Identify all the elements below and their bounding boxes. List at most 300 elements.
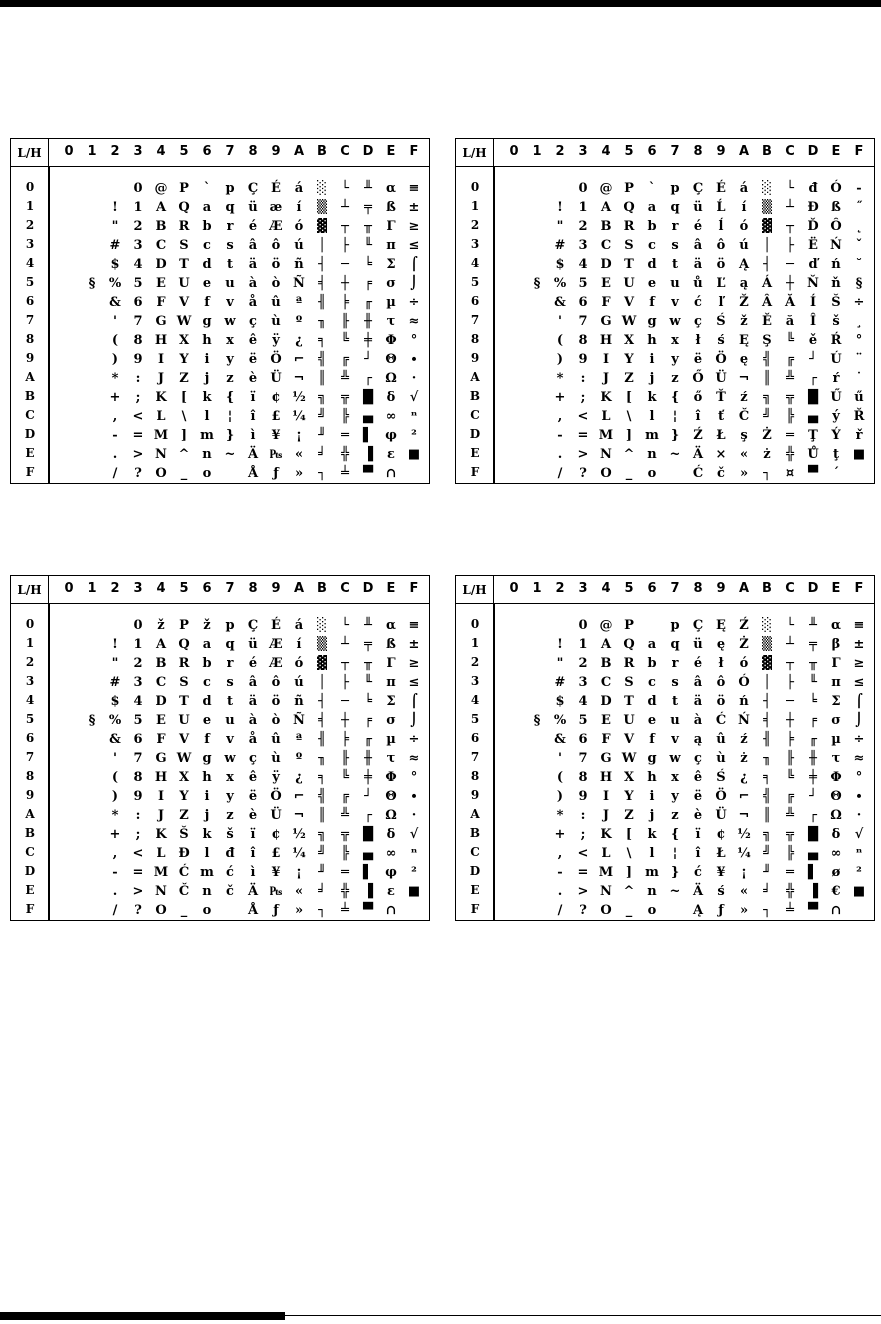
char-cell: % (553, 713, 567, 728)
char-cell: i (204, 789, 210, 804)
char-cell: n (647, 884, 657, 899)
char-cell: ) (111, 352, 119, 367)
char-cell: î (695, 846, 701, 861)
char-cell: ╦ (786, 827, 794, 842)
char-cell: Ě (762, 314, 772, 329)
char-cell: Š (831, 295, 841, 310)
char-cell: ì (250, 428, 256, 443)
char-cell: ╛ (763, 884, 771, 899)
row-header: 5 (470, 712, 480, 726)
row-header: 3 (25, 237, 35, 251)
char-cell: ╪ (364, 770, 372, 785)
char-cell: ■ (852, 447, 866, 462)
char-cell: ď (808, 257, 818, 272)
char-cell: ╣ (763, 789, 771, 804)
char-cell: π (386, 675, 396, 690)
char-cell: ╞ (786, 732, 794, 747)
char-cell: τ (386, 314, 396, 329)
char-cell: i (204, 352, 210, 367)
char-cell: e (202, 713, 212, 728)
char-cell: 5 (133, 276, 143, 291)
char-cell: ű (854, 390, 864, 405)
char-cell: £ (271, 409, 281, 424)
char-cell: Ü (715, 371, 727, 386)
charset-table-top-right (455, 138, 875, 484)
column-header: 9 (716, 581, 726, 596)
footer-rule-thin (285, 1315, 881, 1316)
char-cell: ╠ (786, 846, 794, 861)
char-cell: t (226, 694, 233, 709)
char-cell: f (204, 732, 210, 747)
char-cell: Ý (831, 428, 841, 443)
char-cell: É (271, 181, 281, 196)
char-cell: ò (271, 276, 281, 291)
char-cell: ú (294, 238, 304, 253)
char-cell: ï (250, 390, 256, 405)
char-cell: ź (740, 732, 748, 747)
char-cell: ~ (669, 884, 681, 899)
char-cell: F (601, 732, 611, 747)
char-cell: ▓ (762, 219, 772, 234)
char-cell: ! (557, 637, 563, 652)
char-cell: : (135, 808, 141, 823)
char-cell: R (623, 219, 635, 234)
column-header: 8 (248, 144, 258, 159)
char-cell: ÷ (408, 732, 420, 747)
char-cell: ┐ (318, 466, 326, 481)
char-cell: # (109, 675, 121, 690)
char-cell: B (155, 656, 167, 671)
row-header: B (469, 826, 481, 840)
char-cell: ╔ (341, 352, 349, 367)
char-cell: s (226, 238, 234, 253)
char-cell: g (202, 751, 212, 766)
char-cell: R (178, 656, 190, 671)
column-header: E (831, 581, 841, 596)
row-header: C (470, 408, 480, 422)
row-header: 0 (470, 180, 480, 194)
row-header: C (25, 845, 35, 859)
char-cell: ∞ (385, 409, 397, 424)
char-cell: š (226, 827, 234, 842)
char-cell: ú (294, 675, 304, 690)
char-cell: ╓ (364, 295, 372, 310)
row-header: 9 (470, 351, 480, 365)
char-cell: Q (178, 637, 190, 652)
char-cell: ├ (786, 675, 794, 690)
char-cell: ⌡ (410, 276, 418, 291)
char-cell: E (156, 276, 166, 291)
char-cell: ° (410, 333, 418, 348)
char-cell: p (670, 181, 680, 196)
char-cell: ÷ (408, 295, 420, 310)
column-header: 0 (64, 581, 74, 596)
column-header: A (293, 581, 305, 596)
char-cell: 2 (133, 656, 143, 671)
char-cell: m (200, 865, 214, 880)
char-cell: ¢ (271, 827, 281, 842)
row-header: B (24, 389, 36, 403)
char-cell: O (155, 903, 167, 918)
column-header: 8 (248, 581, 258, 596)
char-cell: Ô (830, 219, 842, 234)
char-cell: ║ (763, 808, 771, 823)
char-cell: ÷ (853, 295, 865, 310)
column-header: 7 (670, 581, 680, 596)
char-cell: ┤ (318, 257, 326, 272)
char-cell: Ő (692, 371, 704, 386)
char-cell: ⌠ (855, 694, 863, 709)
char-cell: ę (739, 352, 749, 367)
char-cell: æ (269, 200, 283, 215)
char-cell: ˝ (855, 200, 863, 215)
char-cell: ▀ (808, 903, 818, 918)
column-header: 5 (624, 144, 634, 159)
char-cell: [ (180, 390, 188, 405)
column-header: 8 (693, 581, 703, 596)
char-cell: ⌡ (410, 713, 418, 728)
char-cell: k (647, 390, 657, 405)
char-cell: ╤ (364, 200, 372, 215)
column-header: F (854, 581, 864, 596)
column-header: F (854, 144, 864, 159)
char-cell: ó (739, 656, 749, 671)
char-cell: ╠ (341, 409, 349, 424)
char-cell: ∙ (410, 789, 418, 804)
char-cell: ═ (786, 865, 794, 880)
char-cell: ô (271, 675, 281, 690)
char-cell: ¦ (672, 409, 678, 424)
char-cell: Ů (807, 447, 819, 462)
char-cell: ² (411, 428, 417, 443)
char-cell: P (624, 181, 634, 196)
column-header: D (807, 581, 819, 596)
char-cell: X (178, 333, 190, 348)
char-cell: ` (648, 181, 656, 196)
char-cell: ƒ (273, 903, 279, 918)
char-cell: û (271, 295, 281, 310)
column-header: E (386, 581, 396, 596)
char-cell: > (132, 884, 144, 899)
column-header: 2 (110, 581, 120, 596)
char-cell: ï (250, 827, 256, 842)
char-cell: ▓ (317, 219, 327, 234)
char-cell: 7 (133, 314, 143, 329)
char-cell: ½ (292, 827, 306, 842)
char-cell: T (179, 257, 189, 272)
char-cell: ² (856, 865, 862, 880)
char-cell: k (202, 390, 212, 405)
char-cell: ª (295, 295, 303, 310)
char-cell: ║ (318, 371, 326, 386)
row-header: A (470, 370, 480, 384)
char-cell: J (157, 808, 165, 823)
char-cell: í (296, 200, 302, 215)
char-cell: 5 (578, 713, 588, 728)
char-cell: û (716, 732, 726, 747)
char-cell: Θ (830, 789, 842, 804)
char-cell: 9 (578, 352, 588, 367)
char-cell: Ä (692, 884, 704, 899)
char-cell: q (225, 200, 235, 215)
char-cell: A (600, 200, 612, 215)
char-cell: ¼ (737, 846, 751, 861)
char-cell: É (716, 181, 726, 196)
char-cell: y (226, 352, 234, 367)
char-cell: Q (178, 200, 190, 215)
char-cell: é (693, 219, 703, 234)
char-cell: ç (249, 314, 257, 329)
char-cell: V (623, 732, 635, 747)
char-cell: C (600, 675, 612, 690)
char-cell: ╗ (763, 827, 771, 842)
char-cell: f (204, 295, 210, 310)
column-header: 3 (578, 144, 588, 159)
char-cell: ╦ (341, 827, 349, 842)
char-cell: b (647, 219, 657, 234)
char-cell: å (248, 295, 258, 310)
char-cell: w (224, 751, 236, 766)
char-cell: └ (341, 618, 349, 633)
char-cell: ▀ (363, 466, 373, 481)
char-cell: i (649, 352, 655, 367)
row-header: C (25, 408, 35, 422)
column-header: 7 (670, 144, 680, 159)
char-cell: ╖ (318, 314, 326, 329)
char-cell: ś (717, 884, 725, 899)
char-cell: 8 (133, 770, 143, 785)
char-cell: ╬ (341, 884, 349, 899)
char-cell: ° (855, 770, 863, 785)
char-cell: Σ (831, 694, 841, 709)
char-cell: ê (248, 770, 258, 785)
char-cell: φ (385, 865, 397, 880)
column-header: 5 (179, 581, 189, 596)
char-cell: ; (135, 827, 141, 842)
char-cell: 7 (578, 314, 588, 329)
char-cell: G (600, 751, 612, 766)
char-cell: 4 (578, 694, 588, 709)
column-header: 1 (532, 581, 542, 596)
row-header: 1 (25, 636, 35, 650)
char-cell: / (557, 466, 563, 481)
char-cell: Ω (830, 808, 842, 823)
char-cell: ╞ (341, 295, 349, 310)
char-cell: ä (248, 694, 258, 709)
char-cell: ⌡ (855, 713, 863, 728)
column-header: 3 (578, 581, 588, 596)
char-cell: h (202, 333, 212, 348)
char-cell: ? (134, 903, 142, 918)
char-cell: j (204, 808, 210, 823)
char-cell: Ď (807, 219, 819, 234)
column-header: 8 (693, 144, 703, 159)
char-cell: V (623, 295, 635, 310)
char-cell: o (647, 903, 657, 918)
char-cell: ╚ (341, 770, 349, 785)
char-cell: x (226, 770, 234, 785)
char-cell: ╓ (809, 732, 817, 747)
char-cell: g (202, 314, 212, 329)
char-cell: Ť (716, 390, 726, 405)
char-cell: Q (623, 200, 635, 215)
char-cell: │ (318, 238, 326, 253)
char-cell: ĺ (718, 219, 724, 234)
char-cell: 1 (133, 200, 143, 215)
char-cell: σ (386, 276, 396, 291)
char-cell: @ (599, 618, 613, 633)
char-cell: - (112, 865, 118, 880)
char-cell: │ (763, 238, 771, 253)
char-cell: ╡ (318, 276, 326, 291)
row-header: 9 (470, 788, 480, 802)
char-cell: ╠ (341, 846, 349, 861)
char-cell: v (226, 732, 234, 747)
char-cell: G (155, 751, 167, 766)
char-cell: ¬ (293, 808, 305, 823)
char-cell: { (225, 390, 235, 405)
char-cell: L (601, 409, 611, 424)
char-cell: ¬ (293, 371, 305, 386)
char-cell: Ş (762, 333, 772, 348)
char-cell: ` (203, 181, 211, 196)
char-cell: + (109, 390, 121, 405)
char-cell: Ź (739, 618, 749, 633)
char-cell: α (385, 618, 396, 633)
row-header: 2 (470, 655, 480, 669)
char-cell: Ź (693, 428, 703, 443)
char-cell: ▐ (808, 884, 818, 899)
char-cell: % (108, 713, 122, 728)
row-header: E (470, 883, 480, 897)
column-header: B (762, 581, 772, 596)
char-cell: ┬ (341, 219, 349, 234)
char-cell: R (178, 219, 190, 234)
char-cell: ╥ (364, 219, 372, 234)
row-header: 6 (470, 294, 480, 308)
column-header: 4 (156, 144, 166, 159)
char-cell: Γ (386, 656, 396, 671)
char-cell: v (226, 295, 234, 310)
char-cell: ß (831, 200, 841, 215)
char-cell: T (624, 694, 634, 709)
char-cell: H (154, 333, 168, 348)
char-cell: ╜ (318, 428, 326, 443)
row-header: 9 (25, 788, 35, 802)
char-cell: & (554, 732, 566, 747)
char-cell: ¡ (296, 428, 302, 443)
footer-rule-thick (0, 1312, 285, 1320)
char-cell: ¿ (295, 770, 303, 785)
char-cell: , (112, 846, 118, 861)
row-header: 9 (25, 351, 35, 365)
char-cell: ╝ (763, 409, 771, 424)
char-cell: / (557, 903, 563, 918)
char-cell: S (624, 238, 634, 253)
char-cell: ╬ (341, 447, 349, 462)
char-cell: A (155, 200, 167, 215)
char-cell: m (645, 428, 659, 443)
char-cell: ╒ (809, 713, 817, 728)
char-cell: ñ (294, 694, 304, 709)
char-cell: = (577, 428, 589, 443)
row-header: 8 (25, 332, 35, 346)
char-cell: " (111, 219, 119, 234)
char-cell: Í (809, 295, 817, 310)
char-cell: J (157, 371, 165, 386)
char-cell: î (250, 409, 256, 424)
char-cell: L (156, 846, 166, 861)
char-cell: 0 (133, 181, 143, 196)
char-cell: ( (556, 770, 564, 785)
char-cell: ć (694, 295, 702, 310)
char-cell: ╗ (318, 827, 326, 842)
char-cell: ¡ (296, 865, 302, 880)
char-cell: B (600, 219, 612, 234)
char-cell: § (88, 276, 96, 291)
char-cell: Ñ (293, 713, 305, 728)
char-cell: u (670, 276, 680, 291)
char-cell: ╣ (318, 789, 326, 804)
char-cell: W (176, 751, 192, 766)
char-cell: / (112, 903, 118, 918)
char-cell: â (248, 238, 258, 253)
char-cell: Å (247, 466, 259, 481)
char-cell: ├ (341, 675, 349, 690)
row-header: 4 (470, 256, 480, 270)
char-cell: è (248, 808, 258, 823)
row-header: A (25, 370, 35, 384)
char-cell: ' (558, 751, 562, 766)
column-header: 6 (647, 144, 657, 159)
char-cell: └ (341, 181, 349, 196)
char-cell: j (204, 371, 210, 386)
char-cell: ┬ (786, 656, 794, 671)
char-cell: ε (387, 884, 395, 899)
char-cell: { (670, 390, 680, 405)
char-cell: ä (693, 257, 703, 272)
column-header: A (738, 144, 750, 159)
char-cell: Â (761, 295, 773, 310)
char-cell: ≥ (408, 219, 420, 234)
char-cell: u (225, 276, 235, 291)
char-cell: > (577, 447, 589, 462)
char-cell: Ű (830, 390, 842, 405)
char-cell: ê (693, 770, 703, 785)
char-cell: Ç (247, 181, 259, 196)
char-cell: H (599, 333, 613, 348)
char-cell: E (601, 276, 611, 291)
char-cell: ┘ (364, 789, 372, 804)
char-cell: ^ (623, 447, 635, 462)
char-cell: ╪ (364, 333, 372, 348)
char-cell: ├ (341, 238, 349, 253)
char-cell: Ó (738, 675, 750, 690)
char-cell: § (88, 713, 96, 728)
column-header: 9 (271, 581, 281, 596)
char-cell: h (647, 333, 657, 348)
char-cell: § (533, 276, 541, 291)
charset-table-bottom-right (455, 575, 875, 921)
char-cell: - (557, 865, 563, 880)
column-header: 5 (179, 144, 189, 159)
char-cell: Ü (715, 808, 727, 823)
char-cell: ▒ (317, 200, 327, 215)
char-cell: ╟ (786, 751, 794, 766)
char-cell: ╕ (318, 770, 326, 785)
char-cell: U (178, 276, 190, 291)
char-cell: _ (625, 903, 633, 918)
